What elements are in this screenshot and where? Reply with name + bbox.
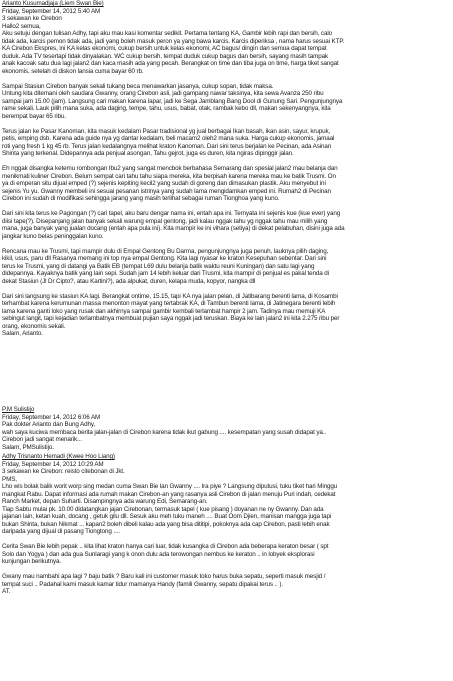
text-line: diisi tape(?). Disepanjang jalan banyak sekali warung empal gentong, jadi kalau nggak tahu yg nggak tahu mau milih yang bbox=[2, 217, 328, 225]
post-sulistijo bbox=[2, 406, 326, 459]
text-line: jajanan lain, ketan kuah, docang , getuk gilu dll. Sesuk aku meh tuku maneh .... Buat Oom Djien, manisan mangga juga tapi bbox=[2, 513, 332, 520]
text-line: sampai jam 15.00 (jam). Langsung cari makan karena lapar, jadi ke Sega Jamblang Bang Dool di Gunung Sari. Pengunjungnya bbox=[2, 97, 343, 105]
text-line: anak kacoak satu dua lagi jalan2 dan kaca masih ada yang pecah. Berangkat on time dan tiba juga on time, harga tiket sangat bbox=[2, 60, 339, 67]
text-line: Dari sini kita terus ke Pagongan (?) cari tapel, aku baru dengar nama ini, entah apa ini. Ternyata ini sejenis kue (kue ever) yang bbox=[2, 210, 341, 217]
text-line: Hallo2 semua, bbox=[2, 22, 41, 30]
post-recipient: 3 sekawan ke Cirebon bbox=[2, 15, 62, 22]
author-link[interactable]: Adhy Trisnanto Hemadi (Kwee Hoo Liang) bbox=[2, 453, 115, 460]
paragraph bbox=[2, 543, 337, 566]
author-link[interactable]: Arianto Kusumadjaja (Liem Swan Bie) bbox=[2, 0, 104, 7]
text-line: lama karena ganti loko yang rusak dan akhirnya sampai gambir kembali terlambat hampir 2 jam. Tadinya mau memuji KA bbox=[2, 307, 326, 315]
text-line: Dari sini langsung ke stasiun KA lagi. Berangkat ontime, 15.15, tapi KA nya jalan pelan, di Jatibarang berenti lama, di Kosambi bbox=[2, 292, 338, 300]
post-date: Friday, September 14, 2012 10:29 AM bbox=[2, 460, 104, 468]
text-line: sebingut langit, tapi kejadian terlambatnya membuat pujian saya nggak jadi teruskan. Biaya ke lain jalan2 ini kita 2.275 ribu per bbox=[2, 315, 340, 322]
text-line: dekat Stasiun (Jl Dr Cipto?, atau Kartini?), ada alpukat, duren, kelapa muda, kopyor, nangka dll bbox=[2, 277, 256, 285]
paragraph bbox=[2, 476, 337, 536]
text-line: Terus jalan ke Pasar Kanoman, kita masuk kedalam Pasar tradisional yg jual berbagai Ikan basah, ikan asin, sayur, krupuk, bbox=[2, 127, 331, 135]
paragraph bbox=[2, 429, 326, 452]
text-line: daripada yang dijual di pasang Tiongtong .... bbox=[2, 528, 120, 535]
text-line: petis, emping dsb. Karena ada guide nya yg dantar kedalam, beli macam2 oleh2 mana suka. Harga cukup ekonomis, jamaal bbox=[2, 135, 335, 142]
text-line: kunjungan berikutnya. bbox=[2, 558, 61, 565]
text-line: KA Cirebon Ekspres, ini KA kelas ekonomi, cukup bersih untuk kelas ekonomi, AC bagus/ dingin dan semua dapat tempat bbox=[2, 45, 327, 52]
text-line: PMS, bbox=[2, 475, 17, 483]
paragraph bbox=[2, 293, 345, 338]
text-line: roti yang fresh 1 kg 45 rb. Terus jalan kedalangnya melihat kraton Kanoman. Dari sini terus berjalan ke Pecinan, ada Asinan bbox=[2, 142, 332, 150]
text-line: tempat suci .. Padahal kami masuk kamar tidur mamanya Handy (famili Gwanny, sepatu dipakai terus .. ). bbox=[2, 580, 284, 588]
text-line: Lho wis bolak balik worit worp sing medan cuma Swan Bie lan Gwanny .... Ira piye ? Langsung diputusi, tuku tiket hari Minggu bbox=[2, 483, 338, 490]
text-line: Cerita Swan Bie lebih pepak .. kita lihat kraton hanya cari luar, tidak kusangka di Cirebon ada beberapa keraton besar ( spt bbox=[2, 543, 329, 550]
paragraph bbox=[2, 573, 337, 596]
text-line: Gwany mau nambahi apa lagi ? baju batik ? Baru kali ini customer masuk toko harus buka sepatu, seperti masuk mesjid / bbox=[2, 573, 326, 580]
text-line: rame sekali. Lauk pilih mana suka, ada daging, tempe, tahu, usus, babat, otak, rambak kebo dll, makan sekenyangnya, kita bbox=[2, 105, 331, 112]
post-recipient: 3 sekawan ke Cirebon: reisto citebonan di Jkt. bbox=[2, 468, 125, 475]
text-line: Untung kita ditemani oleh saudara Gwanny, orang Cirebon asli, jadi gampang nawar taksinya, kita sewa Avanza 250 ribu bbox=[2, 90, 324, 97]
post-date: Friday, September 14, 2012 6:06 AM bbox=[2, 413, 101, 421]
text-line: terus ke Trusmi, yang di datangi ya Batik EB (tempat L69 dulu belanja batik waktu reuni Kuningan) dan satu lagi yang bbox=[2, 262, 315, 270]
paragraph bbox=[2, 210, 345, 240]
text-line: Rencana mau ke Trusmi, tapi mampir dulu di Empal Gentong Bu Darma, pengunjungnya juga penuh, lauknya pilih daging, bbox=[2, 247, 329, 255]
text-line: bukan Shinta, bukan Nikmat ... kapan2 boleh dibeli kalau ada yang bisa dititipi, pokoknya ada cap Cirebon, pasti lebih enak bbox=[2, 520, 330, 528]
signature: Salam, Arianto. bbox=[2, 330, 43, 337]
post-arianto bbox=[2, 0, 345, 345]
paragraph bbox=[2, 128, 345, 158]
author-link[interactable]: P.M Sulistijo bbox=[2, 406, 35, 413]
text-line: Sampai Stasiun Cirebon banyak sekali tukang beca menawarkan jasanya, cukup sopan, tidak maksa. bbox=[2, 82, 274, 90]
text-line: Cirebon jadi sangat menarik... bbox=[2, 436, 82, 443]
text-line: Solo dan Yogya ) dan ada gua Sunlaragi yang k onon dulu ada terowongan nembus ke keraton .. in lobyek eksplorasi bbox=[2, 550, 315, 558]
text-line: orang, ekonomis sekali. bbox=[2, 322, 66, 330]
text-line: didepannya. Kayaknya batik yang lain sepi. Sudah jam 14 lebih keluar dari Trusmi, kita mampir di penjual es pakal tenda di bbox=[2, 270, 329, 277]
text-line: Tiap Sabtu mulai pk. 10.00 didatangkan jajan Cirebonan, termasuk tapel ( kue pisang ) doyanan ne ny Gwanny. Dan ada bbox=[2, 505, 324, 513]
text-line: Aku setuju dengan tulisan Adhy, tapi aku mau kasi komentar sedikit. Pertama tentang KA, Gambir lebih rapi dan bersih, calo bbox=[2, 30, 332, 37]
signature: AT. bbox=[2, 588, 11, 595]
signature: Salam, PMSulistijo. bbox=[2, 443, 54, 451]
paragraph bbox=[2, 165, 345, 203]
text-line: sejenis Yu yu. Gwanny membeli ini sesuai pesanan istrinya yang sudah lama mengidamkan emped ini. Rumah2 di Pecinan bbox=[2, 187, 331, 195]
paragraph bbox=[2, 23, 345, 76]
text-line: mangkat Rabu. Dapat informasi ada rumah makan Cirebon-an yang rasanya asli Cirebon di jalan menuju Puri indah, cedekat bbox=[2, 490, 336, 498]
text-line: jangkar kuno belas peninggalan kuno. bbox=[2, 232, 104, 240]
text-line: Cirebon ini sudah di modifikasi sehingga jarang yang masih terlihat sebagai ruman Tionghoa yang kuno. bbox=[2, 195, 280, 202]
post-adhy bbox=[2, 453, 337, 603]
text-line: berempat bayar 65 ribu. bbox=[2, 112, 66, 120]
text-line: Ranch Market, depan Suharti. Disampingnya ada warung Edi, Semarang-an. bbox=[2, 498, 208, 505]
text-line: tidak ada, karcis pemon tidak ada, jadi yang boleh masuk peron ya yang bawa karcis. Karcis diperiksa , nama harus sesuai KTP. bbox=[2, 37, 345, 45]
text-line: mana, juga banyak yang jualan docang (entah apa pula ini). Kita mampir ke ini vihara (setiya) di dekat pelabuhan, disini juga ada bbox=[2, 225, 345, 232]
text-line: Eh nggak disangka ketemu rombongan Ibu2 yang sangat mencbok berbahasa Semarang dan spesial jalan2 mau belanja dan bbox=[2, 165, 338, 172]
paragraph bbox=[2, 83, 345, 121]
text-line: menikmati kuliner Cirebon. Belum sempat cari tahu tahu siapa mereka, kita berpisah karena mereka mau ke batik Trusmi. On bbox=[2, 172, 336, 180]
text-line: kikil, usus, paru dll Rasanya memang ini top nya empal Gentong. Kita lagi nyasar ke kraton Kesepuhan sebentar. Dari sini bbox=[2, 255, 327, 262]
paragraph bbox=[2, 248, 345, 286]
text-line: ekonomis, setelah di diskon lansia cuma bayar 60 rb. bbox=[2, 67, 144, 75]
text-line: Shinta yang terkenal. Didepannya ada penjual asongan, Tahu gejrot, juga es duren, kita ngiras dipinggir jalan. bbox=[2, 150, 294, 157]
post-date: Friday, September 14, 2012 5:40 AM bbox=[2, 7, 101, 15]
text-line: ya di emperan situ dijual emped (?) sejenis kepiting kecil2 yang sudah di goreng dan dimasukan plastik. Aku menyebut ini bbox=[2, 180, 326, 187]
post-recipient: Pak dokter Arianto dan Bung Adhy, bbox=[2, 421, 96, 428]
text-line: wah saya kuciwa membaca berita jalan-jalan di Cirebon karena tidak ikut gabung .... kesempatan yang susah didapat ya.. bbox=[2, 428, 326, 436]
text-line: duduk. Ada TV tesertapi tidak dinyalakan. WC cukup bersih, tempat duduk cukup bagus dan bersih, sayang masih tampak bbox=[2, 52, 328, 60]
text-line: terhambat karena kerumunan massa menonton mayat yang tertabrak KA, di Tambun berenti lama, di Jatinegara berenti lebih bbox=[2, 300, 336, 307]
